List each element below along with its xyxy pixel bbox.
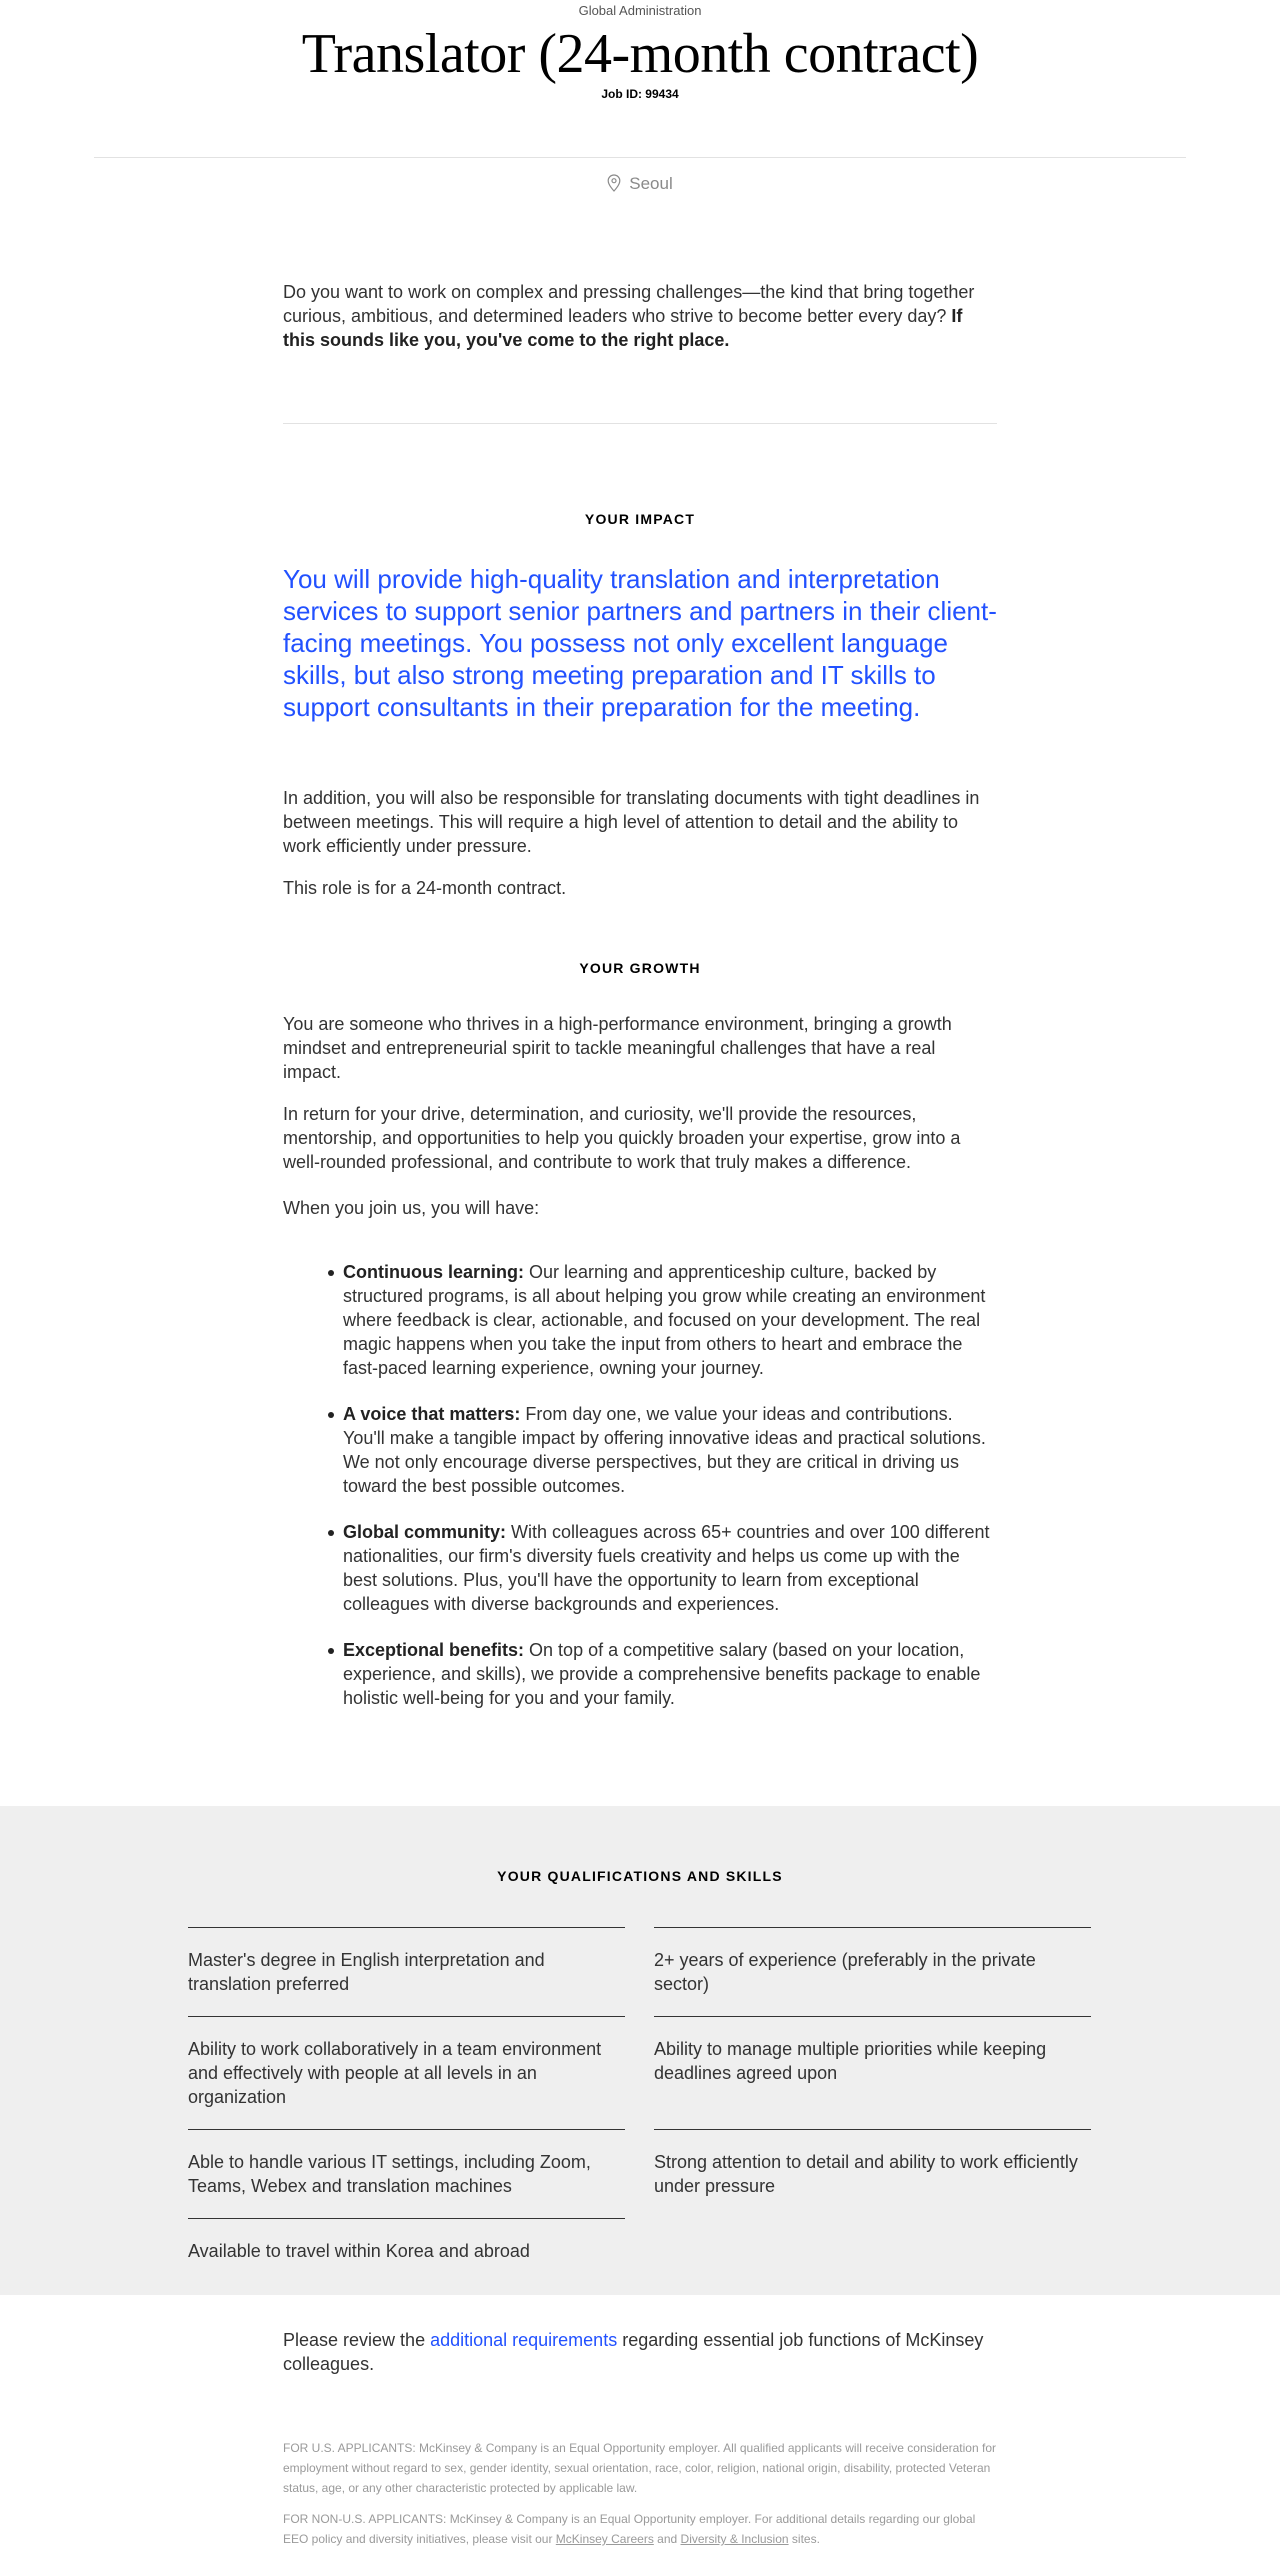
qualifications-heading: YOUR QUALIFICATIONS AND SKILLS	[497, 1868, 783, 1884]
benefit-text: Our learning and apprenticeship culture, backed by structured programs, is all about helping you grow while creating an environment where feedback is clear, actionable, and focused on your development. The real magic happens when you take the input from others to heart and embrace the fast-paced learning experience, owning your journey.	[343, 1262, 986, 1378]
qualification-item: Available to travel within Korea and abroad	[188, 2218, 625, 2263]
mckinsey-careers-link[interactable]: McKinsey Careers	[555, 2532, 654, 2546]
list-item	[343, 1402, 997, 1498]
qualifications-section	[0, 1806, 1280, 2295]
requirements-text: Please review the	[283, 2330, 431, 2350]
qualification-item: Master's degree in English interpretation and translation preferred	[188, 1927, 625, 1996]
intro-text: Do you want to work on complex and pressing challenges—the kind that bring together curious, ambitious, and determined leaders who strive to become better every day?	[283, 282, 975, 326]
benefit-title: A voice that matters:	[343, 1404, 521, 1424]
benefit-text: On top of a competitive salary (based on your location, experience, and skills), we provide a comprehensive benefits package to enable holistic well-being for you and your family.	[343, 1640, 981, 1708]
impact-paragraph: In addition, you will also be responsible for translating documents with tight deadlines in between meetings. This will require a high level of attention to detail and the ability to work efficiently under pressure.	[283, 788, 980, 856]
benefit-title: Global community:	[343, 1522, 507, 1542]
intro-divider	[283, 423, 997, 424]
qualification-item: Ability to manage multiple priorities while keeping deadlines agreed upon	[654, 2016, 1091, 2085]
contract-note: This role is for a 24-month contract.	[283, 878, 567, 898]
non-us-eeo-statement	[283, 2509, 997, 2549]
us-eeo-statement: FOR U.S. APPLICANTS: McKinsey & Company is an Equal Opportunity employer. All qualified applicants will receive consideration for employment without regard to sex, gender identity, sexual orientation, race, color, religion, national origin, disability, protected Veteran status, age, or any other characteristic protected by applicable law.	[283, 2441, 996, 2495]
growth-heading: YOUR GROWTH	[579, 960, 701, 976]
job-header	[0, 0, 1280, 102]
growth-paragraph-2: In return for your drive, determination, and curiosity, we'll provide the resources, mentorship, and opportunities to help you quickly broaden your expertise, grow into a well-rounded professional, and contribute to work that truly makes a difference.	[283, 1104, 961, 1172]
requirements-text: regarding essential job functions of McKinsey colleagues.	[283, 2330, 984, 2374]
department-label: Global Administration	[578, 3, 702, 18]
location-label: Seoul	[629, 174, 673, 193]
header-divider	[94, 157, 1186, 158]
additional-requirements-link[interactable]: additional requirements	[430, 2330, 618, 2350]
benefits-list	[343, 1260, 997, 1732]
impact-heading: YOUR IMPACT	[584, 511, 696, 527]
legal-text: FOR NON-U.S. APPLICANTS: McKinsey & Company is an Equal Opportunity employer. For additional details regarding our global EEO policy and diversity initiatives, please visit our	[283, 2512, 976, 2546]
impact-lead: You will provide high-quality translation and interpretation services to support senior partners and partners in their client-facing meetings. You possess not only excellent language skills, but also strong meeting preparation and IT skills to support consultants in their preparation for the meeting.	[283, 564, 997, 722]
location-pin-icon	[607, 174, 621, 192]
benefit-title: Exceptional benefits:	[343, 1640, 525, 1660]
growth-paragraph-1: You are someone who thrives in a high-performance environment, bringing a growth mindset and entrepreneurial spirit to tackle meaningful challenges that have a real impact.	[283, 1014, 952, 1082]
list-item	[343, 1260, 997, 1380]
benefit-title: Continuous learning:	[343, 1262, 524, 1282]
benefit-text: With colleagues across 65+ countries and over 100 different nationalities, our firm's diversity fuels creativity and helps us come up with the best solutions. Plus, you'll have the opportunity to learn from exceptional colleagues with diverse backgrounds and experiences.	[343, 1522, 990, 1614]
growth-paragraph-3: When you join us, you will have:	[283, 1198, 540, 1218]
qualification-item: 2+ years of experience (preferably in the private sector)	[654, 1927, 1091, 1996]
qualification-item: Ability to work collaboratively in a team environment and effectively with people at all levels in an organization	[188, 2016, 625, 2109]
list-item	[343, 1520, 997, 1616]
page-title: Translator (24-month contract)	[301, 23, 979, 85]
intro-paragraph	[283, 280, 997, 352]
list-item	[343, 1638, 997, 1710]
intro-bold: If this sounds like you, you've come to the right place.	[283, 306, 963, 350]
job-location	[0, 172, 1280, 196]
requirements-note	[283, 2328, 997, 2376]
qualification-item: Able to handle various IT settings, including Zoom, Teams, Webex and translation machines	[188, 2129, 625, 2198]
legal-text: and	[653, 2532, 681, 2546]
diversity-inclusion-link[interactable]: Diversity & Inclusion	[680, 2532, 789, 2546]
job-id: Job ID: 99434	[601, 87, 679, 101]
legal-text: sites.	[788, 2532, 820, 2546]
benefit-text: From day one, we value your ideas and contributions. You'll make a tangible impact by offering innovative ideas and practical solutions. We not only encourage diverse perspectives, but they are critical in driving us toward the best possible outcomes.	[343, 1404, 986, 1496]
qualification-item: Strong attention to detail and ability to work efficiently under pressure	[654, 2129, 1091, 2198]
